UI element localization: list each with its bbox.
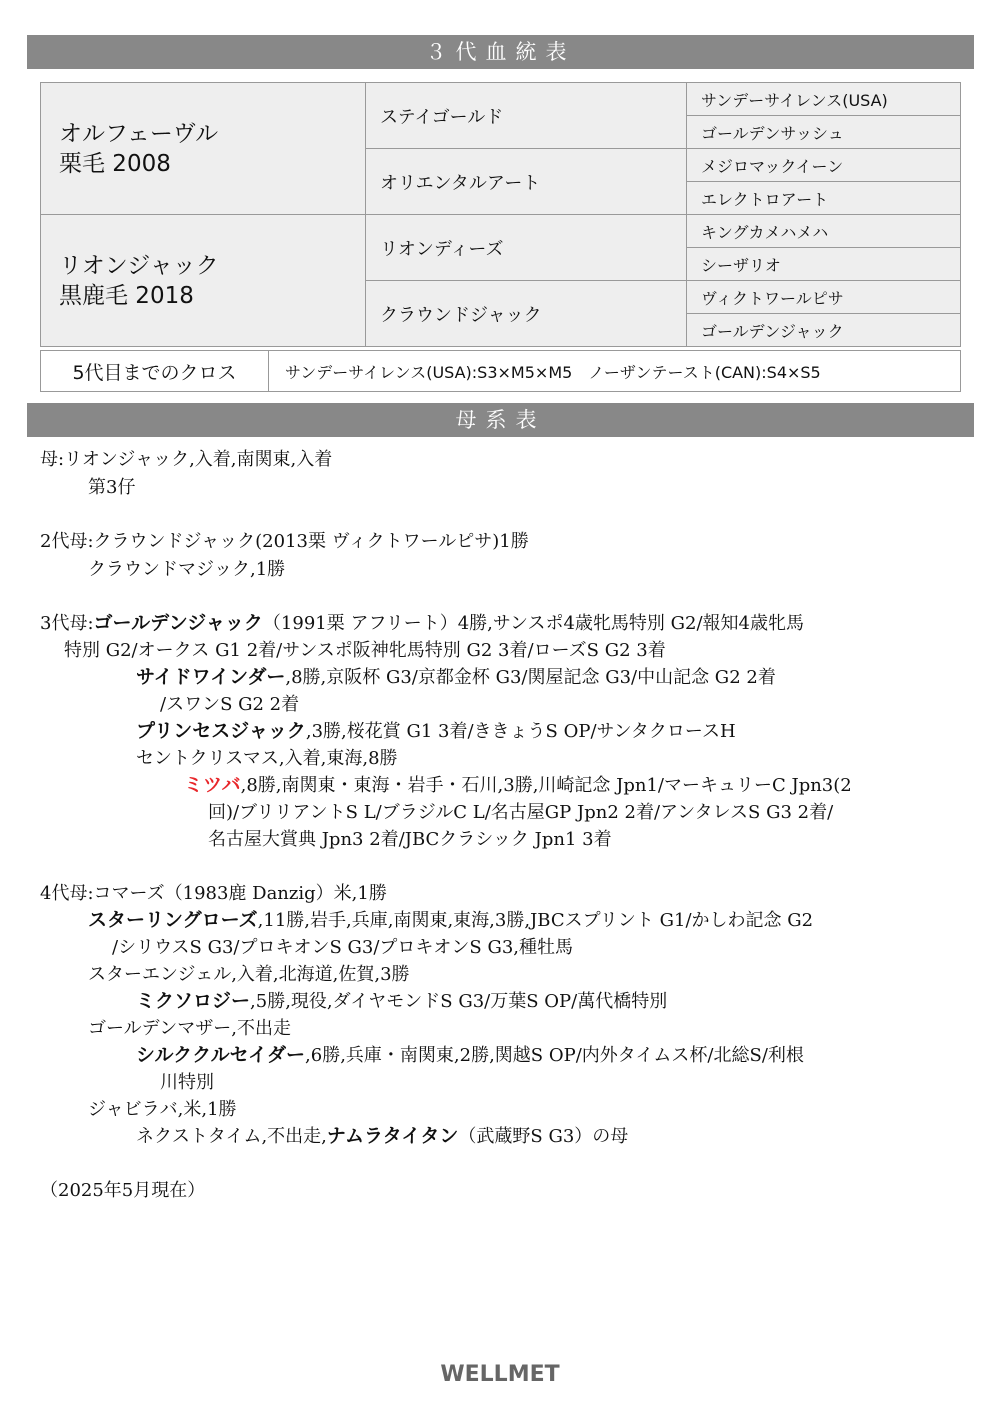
record-text: ,8勝,京阪杯 G3/京都金杯 G3/関屋記念 G3/中山記念 G2 2着	[285, 667, 776, 688]
record-text: （武蔵野S G3）の母	[458, 1126, 629, 1147]
horse-name-bold: スターリングローズ	[88, 909, 258, 931]
sire-sire-sire: サンデーサイレンス(USA)	[687, 83, 961, 116]
sire-dam-dam: エレクトロアート	[687, 182, 961, 215]
sire-dam: オリエンタルアート	[366, 149, 687, 215]
horse-name-bold: シルククルセイダー	[136, 1044, 306, 1066]
horse-name-bold: ミクソロジー	[136, 990, 251, 1012]
horse-name-highlight: ミツバ	[184, 774, 241, 796]
third-dam-record-cont: 特別 G2/オークス G1 2着/サンスポ阪神牝馬特別 G2 3着/ローズS G2 3着	[64, 640, 666, 661]
horse-name-bold: プリンセスジャック	[136, 720, 306, 742]
record-cont: 回)/ブリリアントS L/ブラジルC L/名古屋GP Jpn2 2着/アンタレスS G3 2着/	[208, 802, 834, 823]
record-text: ,5勝,現役,ダイヤモンドS G3/万葉S OP/萬代橋特別	[250, 991, 668, 1012]
dam-cell	[41, 215, 366, 347]
third-dam-record: （1991栗 アフリート）4勝,サンスポ4歳牝馬特別 G2/報知4歳牝馬	[262, 613, 804, 634]
list-item	[136, 988, 667, 1015]
wellmet-logo: WELLMET	[440, 1362, 560, 1387]
list-item	[88, 907, 813, 934]
third-dam-prefix: 3代母:	[40, 613, 94, 634]
sire-info: 栗毛 2008	[59, 150, 171, 177]
record-cont: 名古屋大賞典 Jpn3 2着/JBCクラシック Jpn1 3着	[208, 829, 612, 850]
family-header: 母系表	[27, 403, 974, 437]
cross-value: サンデーサイレンス(USA):S3×M5×M5 ノーザンテースト(CAN):S4×S5	[269, 351, 961, 392]
sire-sire-dam: ゴールデンサッシュ	[687, 116, 961, 149]
sire-name: オルフェーヴル	[59, 120, 219, 147]
pedigree-table	[40, 82, 961, 347]
record-cont: 川特別	[160, 1072, 214, 1093]
horse-name-bold: サイドワインダー	[136, 666, 286, 688]
list-item: セントクリスマス,入着,東海,8勝	[136, 748, 398, 769]
pedigree-header: ３代血統表	[27, 35, 974, 69]
sire-cell	[41, 83, 366, 215]
list-item: スターエンジェル,入着,北海道,佐賀,3勝	[88, 964, 410, 985]
dam-name: リオンジャック	[59, 252, 219, 279]
record-text: ,8勝,南関東・東海・岩手・石川,3勝,川崎記念 Jpn1/マーキュリーC Jpn3(2	[240, 775, 852, 796]
record-text: ,3勝,桜花賞 G1 3着/ききょうS OP/サンタクロースH	[305, 721, 736, 742]
list-item	[136, 1042, 804, 1069]
second-dam-line: 2代母:クラウンドジャック(2013栗 ヴィクトワールピサ)1勝	[40, 531, 529, 552]
as-of-date: （2025年5月現在）	[40, 1180, 206, 1201]
record-cont: /シリウスS G3/プロキオンS G3/プロキオンS G3,種牡馬	[112, 937, 574, 958]
sire-dam-sire: メジロマックイーン	[687, 149, 961, 182]
horse-name-bold: ゴールデンジャック	[93, 612, 263, 634]
dam-sire: リオンディーズ	[366, 215, 687, 281]
list-item	[184, 772, 852, 799]
list-item	[136, 664, 776, 691]
cross-label: 5代目までのクロス	[41, 351, 269, 392]
dam-sire-sire: キングカメハメハ	[687, 215, 961, 248]
dam-dam-sire: ヴィクトワールピサ	[687, 281, 961, 314]
list-item: クラウンドマジック,1勝	[88, 559, 286, 580]
dam-line: 母:リオンジャック,入着,南関東,入着	[40, 449, 333, 470]
cross-table	[40, 350, 961, 392]
record-text: ,6勝,兵庫・南関東,2勝,関越S OP/内外タイムス杯/北総S/利根	[305, 1045, 804, 1066]
dam-info: 黒鹿毛 2018	[59, 282, 194, 309]
dam-dam: クラウンドジャック	[366, 281, 687, 347]
record-cont: /スワンS G2 2着	[160, 694, 300, 715]
record-text: ,11勝,岩手,兵庫,南関東,東海,3勝,JBCスプリント G1/かしわ記念 G2	[257, 910, 814, 931]
fourth-dam-line: 4代母:コマーズ（1983鹿 Danzig）米,1勝	[40, 883, 387, 904]
dam-foal-count: 第3仔	[88, 477, 136, 498]
sire-sire: ステイゴールド	[366, 83, 687, 149]
third-dam-line	[40, 610, 804, 637]
list-item: ゴールデンマザー,不出走	[88, 1018, 292, 1039]
dam-sire-dam: シーザリオ	[687, 248, 961, 281]
list-item	[136, 718, 736, 745]
horse-name-bold: ナムラタイタン	[326, 1125, 459, 1147]
record-text: ネクストタイム,不出走,	[136, 1126, 327, 1147]
dam-dam-dam: ゴールデンジャック	[687, 314, 961, 347]
list-item: ジャビラバ,米,1勝	[88, 1099, 237, 1120]
list-item	[136, 1123, 628, 1150]
